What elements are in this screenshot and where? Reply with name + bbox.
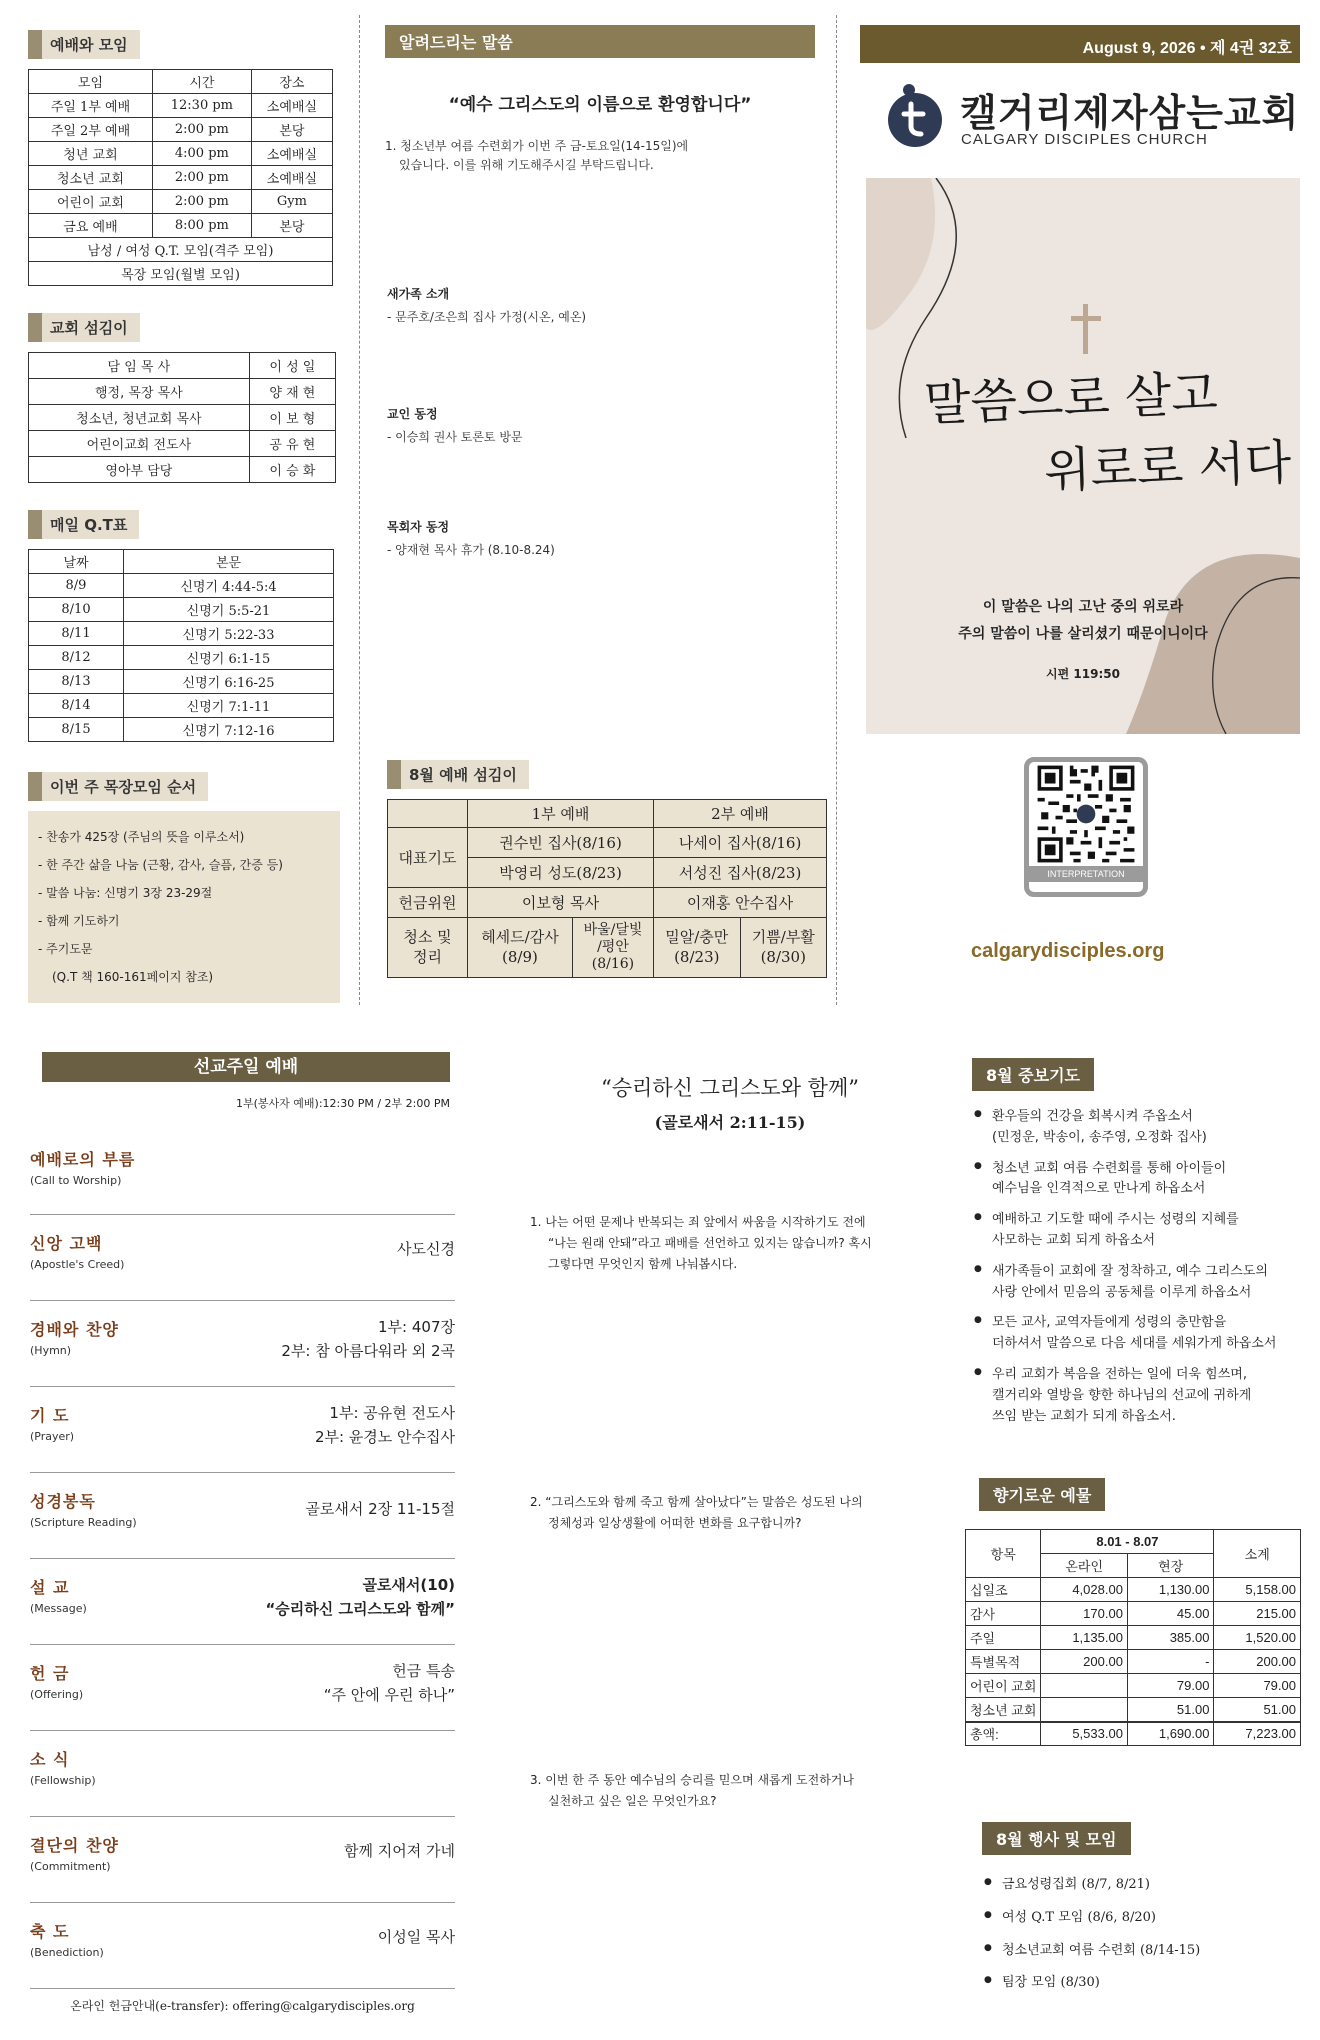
table-cell: 2:00 pm — [152, 190, 251, 214]
sermon-title: “승리하신 그리스도와 함께” — [601, 1076, 859, 1100]
table-cell: 청년 교회 — [29, 142, 153, 166]
table-cell: 소예배실 — [251, 142, 332, 166]
qt-date: 8/13 — [29, 670, 124, 694]
order-sub: (Offering) — [30, 1688, 84, 1701]
church-logo-icon — [887, 82, 943, 148]
order-detail: 2부: 윤경노 안수집사 — [314, 1428, 455, 1446]
table-cell: 79.00 — [1127, 1674, 1214, 1698]
table-header: 항목 — [966, 1530, 1041, 1578]
table-cell: 목장 모임(월별 모임) — [29, 262, 333, 286]
cover-art — [866, 178, 1300, 734]
staff-table — [28, 352, 336, 483]
table-cell: 1,520.00 — [1214, 1626, 1301, 1650]
table-cell — [468, 918, 573, 978]
notice-title: 새가족 소개 — [387, 287, 450, 301]
list-line: ● 예배하고 기도할 때에 주시는 성령의 지혜를 — [992, 1212, 1239, 1228]
order-detail: 헌금 특송 — [392, 1662, 455, 1680]
verse-line: 이 말씀은 나의 고난 중의 위로라 — [982, 599, 1184, 615]
section-header: 알려드리는 말씀 — [385, 25, 815, 58]
section-header: 교회 섬김이 — [28, 313, 140, 342]
list-line: 사모하는 교회 되게 하옵소서 — [992, 1232, 1156, 1248]
order-detail: “승리하신 그리스도와 함께” — [265, 1600, 455, 1618]
cell-line: (8/30) — [760, 947, 806, 966]
staff-name: 이 성 일 — [249, 353, 335, 379]
question-line: 2. “그리스도와 함께 죽고 함께 살아났다”는 말씀은 성도된 나의 — [530, 1495, 863, 1509]
order-detail: 골로새서(10) — [362, 1576, 455, 1594]
table-cell — [388, 800, 468, 828]
list-item: - 함께 기도하기 — [38, 914, 120, 928]
table-cell: 51.00 — [1127, 1698, 1214, 1722]
order-label: 헌 금 — [30, 1664, 70, 1683]
qt-date: 8/12 — [29, 646, 124, 670]
order-item — [30, 1301, 455, 1387]
discussion-question — [530, 1492, 950, 1534]
list-item: - 한 주간 삶을 나눔 (근황, 감사, 슬픔, 간증 등) — [38, 858, 283, 872]
table-header: 현장 — [1127, 1554, 1214, 1578]
order-sub: (Benediction) — [30, 1946, 104, 1959]
order-sub: (Apostle's Creed) — [30, 1258, 125, 1271]
table-cell: 본당 — [251, 118, 332, 142]
section-header: 예배와 모임 — [28, 30, 140, 59]
order-detail: 1부: 공유현 전도사 — [329, 1404, 455, 1422]
list-line: 사랑 안에서 믿음의 공동체를 이루게 하옵소서 — [992, 1284, 1252, 1300]
table-cell: 나세이 집사(8/16) — [654, 828, 827, 858]
table-cell: 소예배실 — [251, 94, 332, 118]
qr-caption: INTERPRETATION — [1029, 866, 1143, 882]
table-cell: - — [1127, 1650, 1214, 1674]
order-sub: (Commitment) — [30, 1860, 111, 1873]
column-divider — [359, 15, 360, 1005]
cell-line: 헤세드/감사 — [481, 928, 559, 946]
order-label: 기 도 — [30, 1406, 70, 1425]
qt-passage: 신명기 5:5-21 — [124, 598, 334, 622]
table-cell: Gym — [251, 190, 332, 214]
qt-date: 8/10 — [29, 598, 124, 622]
table-cell: 본당 — [251, 214, 332, 238]
list-line: ● 환우들의 건강을 회복시켜 주옵소서 — [992, 1109, 1193, 1124]
table-cell: 이보형 목사 — [468, 888, 654, 918]
cover-verse — [866, 594, 1300, 647]
list-item — [972, 1262, 1312, 1304]
events-list — [982, 1875, 1302, 1994]
list-line: (민정운, 박송이, 송주영, 오정화 집사) — [992, 1129, 1207, 1145]
table-cell: 200.00 — [1041, 1650, 1128, 1674]
cell-line: (8/23) — [674, 947, 720, 966]
staff-role: 어린이교회 전도사 — [29, 431, 250, 457]
list-item: - 주기도문 — [38, 942, 93, 956]
order-sub: (Fellowship) — [30, 1774, 96, 1787]
order-label: 설 교 — [30, 1578, 70, 1597]
list-line: ● 청소년 교회 여름 수련회를 통해 아이들이 — [992, 1160, 1227, 1176]
order-item — [30, 1645, 455, 1731]
staff-role: 행정, 목장 목사 — [29, 379, 250, 405]
order-label: 소 식 — [30, 1750, 70, 1769]
order-label: 경배와 찬양 — [30, 1320, 119, 1339]
order-item — [30, 1559, 455, 1645]
table-cell: 200.00 — [1214, 1650, 1301, 1674]
table-cell: 1,690.00 — [1127, 1722, 1214, 1746]
order-item — [30, 1137, 455, 1215]
cell-line: 바울/달빛 — [583, 922, 643, 939]
notice-headline: “예수 그리스도의 이름으로 환영합니다” — [448, 95, 752, 115]
table-cell: 5,533.00 — [1041, 1722, 1128, 1746]
section-header: 향기로운 예물 — [979, 1478, 1105, 1511]
table-cell: 어린이 교회 — [29, 190, 153, 214]
order-sub: (Call to Worship) — [30, 1174, 122, 1187]
offering-table — [965, 1529, 1301, 1746]
section-header: 8월 행사 및 모임 — [982, 1822, 1131, 1855]
list-item — [972, 1159, 1312, 1201]
list-line: 캘거리와 열방을 향한 하나님의 선교에 귀하게 — [992, 1387, 1252, 1403]
section-header: 매일 Q.T표 — [28, 510, 139, 539]
staff-name: 양 재 현 — [249, 379, 335, 405]
row-label — [388, 918, 468, 978]
staff-name: 이 보 형 — [249, 405, 335, 431]
staff-role: 청소년, 청년교회 목사 — [29, 405, 250, 431]
cross-icon — [1071, 304, 1101, 354]
notice-title: 목회자 동정 — [387, 520, 450, 534]
date-banner — [860, 25, 1300, 63]
list-line: 예수님을 인격적으로 만나게 하옵소서 — [992, 1181, 1206, 1197]
table-cell: 385.00 — [1127, 1626, 1214, 1650]
list-item: ● 팀장 모임 (8/30) — [982, 1973, 1302, 1994]
order-sub: (Prayer) — [30, 1430, 75, 1443]
cell-line: (8/9) — [502, 947, 538, 966]
table-cell: 남성 / 여성 Q.T. 모임(격주 모임) — [29, 238, 333, 262]
table-header: 장소 — [251, 70, 332, 94]
qr-code[interactable] — [1024, 757, 1148, 897]
table-cell: 소예배실 — [251, 166, 332, 190]
church-website-link[interactable]: calgarydisciples.org — [971, 940, 1165, 962]
notice-title: 교인 동정 — [387, 407, 438, 421]
staff-section — [28, 313, 336, 483]
qt-section — [28, 510, 334, 742]
cell-line: 밀알/충만 — [665, 928, 729, 946]
table-header: 8.01 - 8.07 — [1041, 1530, 1214, 1554]
table-cell: 주일 — [966, 1626, 1041, 1650]
list-item: ● 여성 Q.T 모임 (8/6, 8/20) — [982, 1908, 1302, 1929]
cover-title-line2: 위로로 서다 — [1043, 434, 1293, 500]
church-logo — [887, 82, 943, 148]
notice-text: - 양재현 목사 휴가 (8.10-8.24) — [387, 543, 555, 557]
table-cell: 12:30 pm — [152, 94, 251, 118]
notice-text: - 문주호/조은희 집사 가정(시온, 예온) — [387, 310, 587, 324]
order-label: 신앙 고백 — [30, 1234, 103, 1253]
table-cell: 특별목적 — [966, 1650, 1041, 1674]
table-cell — [1041, 1674, 1128, 1698]
table-cell: 십일조 — [966, 1578, 1041, 1602]
list-item: - 말씀 나눔: 신명기 3장 23-29절 — [38, 886, 213, 900]
table-cell: 8:00 pm — [152, 214, 251, 238]
table-cell: 청소년 교회 — [29, 166, 153, 190]
table-header: 1부 예배 — [468, 800, 654, 828]
qt-passage: 신명기 7:1-11 — [124, 694, 334, 718]
table-row — [966, 1722, 1301, 1746]
order-sub: (Hymn) — [30, 1344, 72, 1357]
order-item — [30, 1731, 455, 1817]
list-item — [972, 1313, 1312, 1355]
question-line: 실천하고 싶은 일은 무엇인가요? — [548, 1794, 717, 1808]
qt-date: 8/9 — [29, 574, 124, 598]
issue-date: August 9, 2026 • 제 4권 32호 — [1082, 40, 1292, 57]
order-item — [30, 1473, 455, 1559]
qt-date: 8/15 — [29, 718, 124, 742]
notice-item: 1. 청소년부 여름 수련회가 이번 주 금-토요일(14-15일)에 — [385, 139, 689, 153]
mokjang-section — [28, 772, 340, 1003]
mokjang-box — [28, 811, 340, 1003]
table-cell: 2:00 pm — [152, 166, 251, 190]
offering-info: 온라인 헌금안내(e-transfer): offering@calgarydisciples.org — [70, 1999, 415, 2013]
verse-line: 주의 말씀이 나를 살리셨기 때문이니이다 — [958, 625, 1208, 642]
notice-item: 있습니다. 이를 위해 기도해주시길 부탁드립니다. — [399, 158, 654, 173]
list-line: ● 새가족들이 교회에 잘 정착하고, 예수 그리스도의 — [992, 1263, 1268, 1279]
worship-schedule-section — [28, 30, 333, 286]
question-line: 3. 이번 한 주 동안 예수님의 승리를 믿으며 새롭게 도전하거나 — [530, 1773, 854, 1787]
row-label-line: 정리 — [413, 947, 442, 966]
order-sub: (Scripture Reading) — [30, 1516, 137, 1529]
column-divider — [836, 15, 837, 1005]
table-cell: 권수빈 집사(8/16) — [468, 828, 654, 858]
table-row — [966, 1602, 1301, 1626]
table-cell: 청소년 교회 — [966, 1698, 1041, 1722]
list-line: ● 모든 교사, 교역자들에게 성령의 충만함을 — [992, 1315, 1227, 1331]
list-item: - 찬송가 425장 (주님의 뜻을 이루소서) — [38, 830, 245, 844]
qt-passage: 신명기 7:12-16 — [124, 718, 334, 742]
table-cell — [572, 918, 653, 978]
order-label: 축 도 — [30, 1922, 70, 1941]
table-row — [966, 1698, 1301, 1722]
table-cell — [1041, 1698, 1128, 1722]
list-item — [972, 1365, 1312, 1427]
list-item: ● 청소년교회 여름 수련회 (8/14-15) — [982, 1941, 1302, 1962]
table-cell: 주일 2부 예배 — [29, 118, 153, 142]
table-cell: 5,158.00 — [1214, 1578, 1301, 1602]
order-detail: 2부: 참 아름다워라 외 2곡 — [281, 1342, 455, 1360]
qt-passage: 신명기 5:22-33 — [124, 622, 334, 646]
question-line: 1. 나는 어떤 문제나 반복되는 죄 앞에서 싸움을 시작하기도 전에 — [530, 1215, 866, 1229]
table-header: 소계 — [1214, 1530, 1301, 1578]
list-line: ● 우리 교회가 복음을 전하는 일에 더욱 힘쓰며, — [992, 1366, 1247, 1382]
table-cell: 1,130.00 — [1127, 1578, 1214, 1602]
table-cell: 어린이 교회 — [966, 1674, 1041, 1698]
row-label-line: 청소 및 — [403, 928, 452, 946]
table-row — [966, 1626, 1301, 1650]
table-cell: 서성진 집사(8/23) — [654, 858, 827, 888]
table-cell: 이재홍 안수집사 — [654, 888, 827, 918]
section-header: 8월 중보기도 — [972, 1058, 1094, 1091]
table-cell: 7,223.00 — [1214, 1722, 1301, 1746]
table-row — [966, 1578, 1301, 1602]
church-name-ko: 캘거리제자삼는교회 — [960, 91, 1300, 135]
servers-section — [387, 760, 827, 978]
order-sub: (Message) — [30, 1602, 87, 1615]
church-name-en: CALGARY DISCIPLES CHURCH — [961, 131, 1208, 148]
order-detail: “주 안에 우린 하나” — [323, 1686, 455, 1704]
order-item — [30, 1817, 455, 1903]
table-cell: 215.00 — [1214, 1602, 1301, 1626]
table-cell: 79.00 — [1214, 1674, 1301, 1698]
order-detail: 골로새서 2장 11-15절 — [305, 1500, 455, 1518]
table-header: 2부 예배 — [654, 800, 827, 828]
qt-passage: 신명기 4:44-5:4 — [124, 574, 334, 598]
discussion-question — [530, 1770, 950, 1812]
table-cell: 주일 1부 예배 — [29, 94, 153, 118]
order-label: 성경봉독 — [30, 1492, 96, 1511]
service-header: 선교주일 예배 — [42, 1052, 450, 1082]
offering-section — [965, 1478, 1301, 1746]
prayer-list — [972, 1107, 1312, 1427]
worship-table — [28, 69, 333, 286]
verse-reference: 시편 119:50 — [1046, 667, 1120, 681]
events-section — [982, 1822, 1302, 2006]
table-header: 온라인 — [1041, 1554, 1128, 1578]
qt-date: 8/11 — [29, 622, 124, 646]
staff-role: 영아부 담당 — [29, 457, 250, 483]
table-cell: 금요 예배 — [29, 214, 153, 238]
order-item — [30, 1215, 455, 1301]
staff-role: 담 임 목 사 — [29, 353, 250, 379]
qt-passage: 신명기 6:1-15 — [124, 646, 334, 670]
table-row — [966, 1650, 1301, 1674]
notices-section — [385, 25, 815, 175]
order-label: 예배로의 부름 — [30, 1150, 136, 1169]
qt-date: 8/14 — [29, 694, 124, 718]
order-detail: 1부: 407장 — [378, 1318, 455, 1336]
table-cell: 총액: — [966, 1722, 1041, 1746]
row-label: 대표기도 — [388, 828, 468, 888]
order-item — [30, 1903, 455, 1989]
question-line: “나는 원래 안돼”라고 패배를 선언하고 있지는 않습니까? 혹시 — [548, 1236, 872, 1250]
table-cell: 2:00 pm — [152, 118, 251, 142]
table-row — [966, 1674, 1301, 1698]
notice-text: - 이승희 권사 토론토 방문 — [387, 430, 523, 444]
section-header: 이번 주 목장모임 순서 — [28, 772, 208, 801]
order-detail: 이성일 목사 — [377, 1928, 455, 1946]
cover-title-line1: 말씀으로 살고 — [923, 365, 1219, 433]
table-cell — [654, 918, 740, 978]
staff-name: 이 승 화 — [249, 457, 335, 483]
table-cell: 4:00 pm — [152, 142, 251, 166]
table-header: 날짜 — [29, 550, 124, 574]
question-line: 그렇다면 무엇인지 함께 나눠봅시다. — [548, 1257, 738, 1271]
staff-name: 공 유 현 — [249, 431, 335, 457]
table-cell: 51.00 — [1214, 1698, 1301, 1722]
row-label: 헌금위원 — [388, 888, 468, 918]
servers-table — [387, 799, 827, 978]
qr-code-icon — [1029, 762, 1143, 866]
section-header: 8월 예배 섬김이 — [387, 760, 529, 789]
order-label: 결단의 찬양 — [30, 1836, 119, 1855]
table-cell: 170.00 — [1041, 1602, 1128, 1626]
cell-line: /평안 — [597, 939, 629, 956]
table-cell: 박영리 성도(8/23) — [468, 858, 654, 888]
table-header: 본문 — [124, 550, 334, 574]
table-cell: 1,135.00 — [1041, 1626, 1128, 1650]
list-item — [972, 1107, 1312, 1149]
cell-line: (8/16) — [591, 955, 635, 972]
service-times: 1부(봉사자 예배):12:30 PM / 2부 2:00 PM — [235, 1097, 450, 1110]
cell-line: 기쁨/부활 — [751, 928, 815, 946]
list-line: 쓰임 받는 교회가 되게 하옵소서. — [992, 1408, 1176, 1424]
table-header: 모임 — [29, 70, 153, 94]
table-cell: 감사 — [966, 1602, 1041, 1626]
prayer-section — [972, 1058, 1312, 1437]
list-item — [972, 1210, 1312, 1252]
discussion-question — [530, 1212, 950, 1275]
order-item — [30, 1387, 455, 1473]
qt-passage: 신명기 6:16-25 — [124, 670, 334, 694]
table-header: 시간 — [152, 70, 251, 94]
list-item: (Q.T 책 160-161페이지 참조) — [52, 970, 214, 984]
question-line: 정체성과 일상생활에 어떠한 변화를 요구합니까? — [548, 1516, 802, 1530]
sermon-reference: (골로새서 2:11-15) — [654, 1113, 806, 1132]
table-cell: 4,028.00 — [1041, 1578, 1128, 1602]
table-cell — [740, 918, 826, 978]
order-detail: 함께 지어져 가네 — [344, 1842, 455, 1860]
order-detail: 사도신경 — [397, 1240, 455, 1258]
list-line: 더하셔서 말씀으로 다음 세대를 세워가게 하옵소서 — [992, 1336, 1277, 1352]
qt-table — [28, 549, 334, 742]
list-item: ● 금요성령집회 (8/7, 8/21) — [982, 1875, 1302, 1896]
table-cell: 45.00 — [1127, 1602, 1214, 1626]
